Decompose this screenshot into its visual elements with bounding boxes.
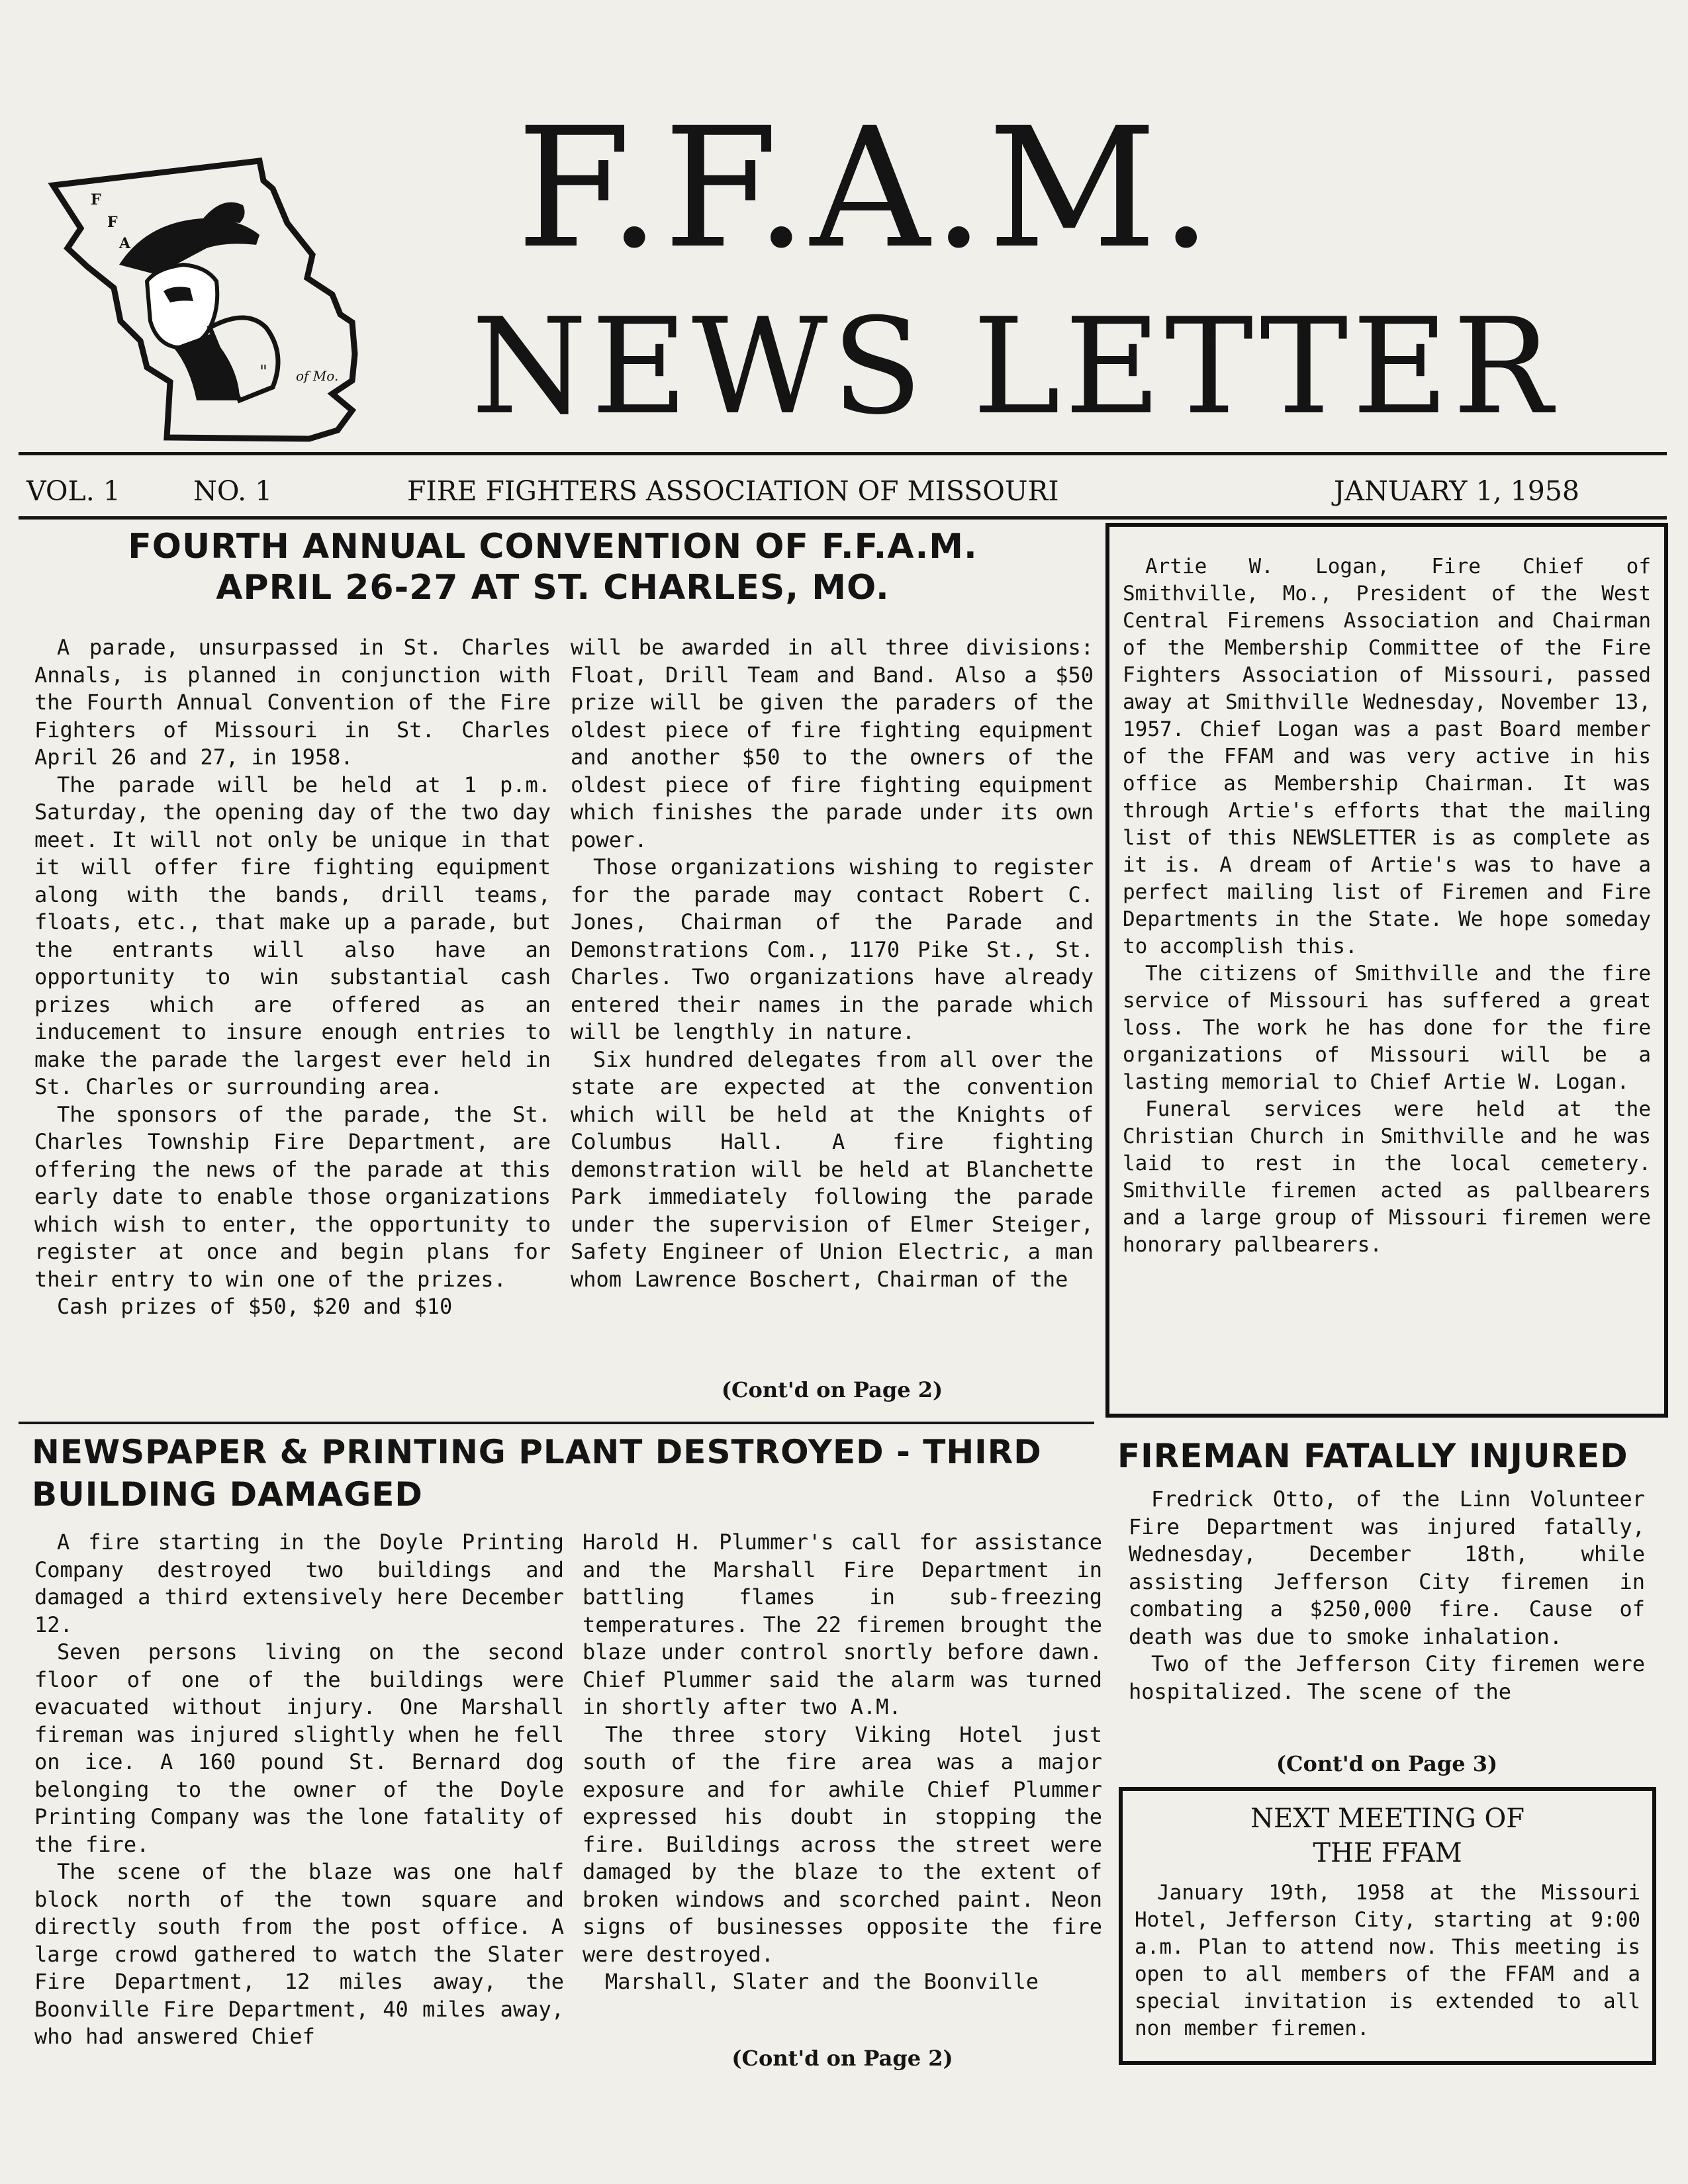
memorial-text [1123,553,1651,1259]
convention-paragraph: The sponsors of the parade, the St. Charles Township Fire Department, are offering the news of the parade at this early date to enable those organizations which wish to enter, the opportunity to register at once and begin plans for their entry to win one of the prizes. [34,1101,551,1292]
memorial-paragraph: Funeral services were held at the Christian Church in Smithville and he was laid to rest in the local cemetery. Smithville firemen acted as pallbearers and a large group of Missouri firemen were honorary pallbearers. [1123,1097,1651,1257]
issue-date: JANUARY 1, 1958 [1334,475,1580,507]
printing-plant-paragraph: A fire starting in the Doyle Printing Company destroyed two buildings and damaged a third extensively here December 12. [34,1529,564,1637]
fireman-injured-continued-note: (Cont'd on Page 3) [1276,1751,1498,1776]
fireman-injured-column [1129,1486,1645,1706]
fireman-injured-paragraph: Fredrick Otto, of the Linn Volunteer Fire Department was injured fatally, Wednesday, December 18th, while assisting Jefferson City firemen in combating a $250,000 fire. Cause of death was due to smoke inhalation. [1129,1486,1645,1649]
memorial-paragraph: Artie W. Logan, Fire Chief of Smithville, Mo., President of the West Central Firemens Association and Chairman of the Membership Committee of the Fire Fighters Association of Missouri, passed away at Smithville Wednesday, November 13, 1957. Chief Logan was a past Board member of the FFAM and was very active in his office as Membership Chairman. It was through Artie's efforts that the mailing list of this NEWSLETTER is as complete as it is. A dream of Artie's was to have a perfect mailing list of Firemen and Fire Departments in the State. We hope someday to accomplish this. [1123,555,1651,958]
issue-number: NO. 1 [193,475,273,507]
svg-text:A: A [119,235,131,252]
convention-continued-note: (Cont'd on Page 2) [721,1377,943,1402]
convention-paragraph: will be awarded in all three divisions: Float, Drill Team and Band. Also a $50 prize will be given the paraders of the oldest piece of fire fighting equipment and another $50 to the owners of the oldest piece of fire fighting equipment which finishes the parade under its own power. [571,635,1094,852]
organization-name: FIRE FIGHTERS ASSOCIATION OF MISSOURI [407,475,1059,507]
convention-paragraph: The parade will be held at 1 p.m. Saturday, the opening day of the two day meet. It will not only be unique in that it will offer fire fighting equipment along with the bands, drill teams, floats, etc., that make up a parade, but the entrants will also have an opportunity to win substantial cash prizes which are offered as an inducement to insure enough entries to make the parade the largest ever held in St. Charles or surrounding area. [34,772,551,1099]
next-meeting-box [1119,1787,1656,2065]
convention-headline [46,526,1059,608]
printing-plant-column-1 [34,1529,564,2051]
masthead-top-rule [19,452,1667,455]
convention-paragraph: Six hundred delegates from all over the state are expected at the convention which will be held at the Knights of Columbus Hall. A fire fighting demonstration will be held at Blanchette Park immediately following the parade under the supervision of Elmer Steiger, Safety Engineer of Union Electric, a man whom Lawrence Boschert, Chairman of the [571,1046,1094,1292]
convention-column-2 [571,634,1094,1293]
memorial-box [1105,523,1668,1418]
memorial-paragraph: The citizens of Smithville and the fire service of Missouri has suffered a great loss. The work he has done for the fire organizations of Missouri will be a lasting memorial to Chief Artie W. Logan. [1123,962,1651,1094]
convention-headline-line2: APRIL 26-27 AT ST. CHARLES, MO. [216,568,890,608]
missouri-state-fireman-emblem-icon [41,149,405,450]
printing-plant-paragraph: The three story Viking Hotel just south of the fire area was a major exposure and for awhile Chief Plummer expressed his doubt in stopping the fire. Buildings across the street were damaged by the blaze to the extent of broken windows and scorched paint. Neon signs of businesses opposite the fire were destroyed. [583,1721,1102,1967]
printing-plant-column-2 [583,1529,1102,1996]
convention-column-1 [34,634,551,1321]
printing-plant-continued-note: (Cont'd on Page 2) [731,2046,953,2071]
convention-paragraph: A parade, unsurpassed in St. Charles Annals, is planned in conjunction with the Fourth Annual Convention of the Fire Fighters of Missouri in St. Charles April 26 and 27, in 1958. [34,635,551,770]
next-meeting-title-line1: NEXT MEETING OF [1250,1803,1525,1834]
printing-plant-paragraph: Harold H. Plummer's call for assistance and the Marshall Fire Department in battling flames in sub-freezing temperatures. The 22 firemen brought the blaze under control snortly before dawn. Chief Plummer said the alarm was turned in shortly after two A.M. [583,1529,1102,1719]
svg-text:": " [259,362,267,382]
newsletter-subtitle: NEWS LETTER [471,290,1557,444]
svg-text:of Mo.: of Mo. [296,368,339,384]
convention-paragraph: Those organizations wishing to register for the parade may contact Robert C. Jones, Chairman of the Parade and Demonstrations Com., 1170 Pike St., St. Charles. Two organizations have already entered their names in the parade which will be lengthly in nature. [571,854,1094,1044]
convention-headline-line1: FOURTH ANNUAL CONVENTION OF F.F.A.M. [128,527,978,567]
printing-plant-headline [32,1431,1091,1516]
printing-plant-headline-line2: BUILDING DAMAGED [32,1475,423,1514]
printing-plant-paragraph: Marshall, Slater and the Boonville [605,1969,1039,1994]
masthead-bottom-rule [19,516,1667,520]
fireman-injured-paragraph: Two of the Jefferson City firemen were hospitalized. The scene of the [1129,1651,1645,1704]
printing-plant-paragraph: The scene of the blaze was one half block north of the town square and directly south from the post office. A large crowd gathered to watch the Slater Fire Department, 12 miles away, the Boonville Fire Department, 40 miles away, who had answered Chief [34,1859,564,2049]
newsletter-title: F.F.A.M. [516,92,1215,285]
volume-label: VOL. 1 [26,475,120,507]
svg-text:F: F [107,214,118,231]
convention-paragraph: Cash prizes of $50, $20 and $10 [57,1294,453,1319]
printing-plant-headline-line1: NEWSPAPER & PRINTING PLANT DESTROYED - THIRD [32,1433,1042,1471]
next-meeting-body [1135,1880,1640,2042]
printing-plant-paragraph: Seven persons living on the second floor of one of the buildings were evacuated without injury. One Marshall fireman was injured slightly when he fell on ice. A 160 pound St. Bernard dog belonging to the owner of the Doyle Printing Company was the lone fatality of the fire. [34,1639,564,1857]
svg-text:F: F [91,191,101,208]
next-meeting-paragraph: January 19th, 1958 at the Missouri Hotel, Jefferson City, starting at 9:00 a.m. Plan to attend now. This meeting is open to all members of the FFAM and a special invitation is extended to all non member firemen. [1135,1881,1640,2040]
fireman-injured-headline: FIREMAN FATALLY INJURED [1117,1437,1628,1475]
section-divider-rule [19,1422,1094,1424]
next-meeting-title-line2: THE FFAM [1313,1838,1462,1868]
